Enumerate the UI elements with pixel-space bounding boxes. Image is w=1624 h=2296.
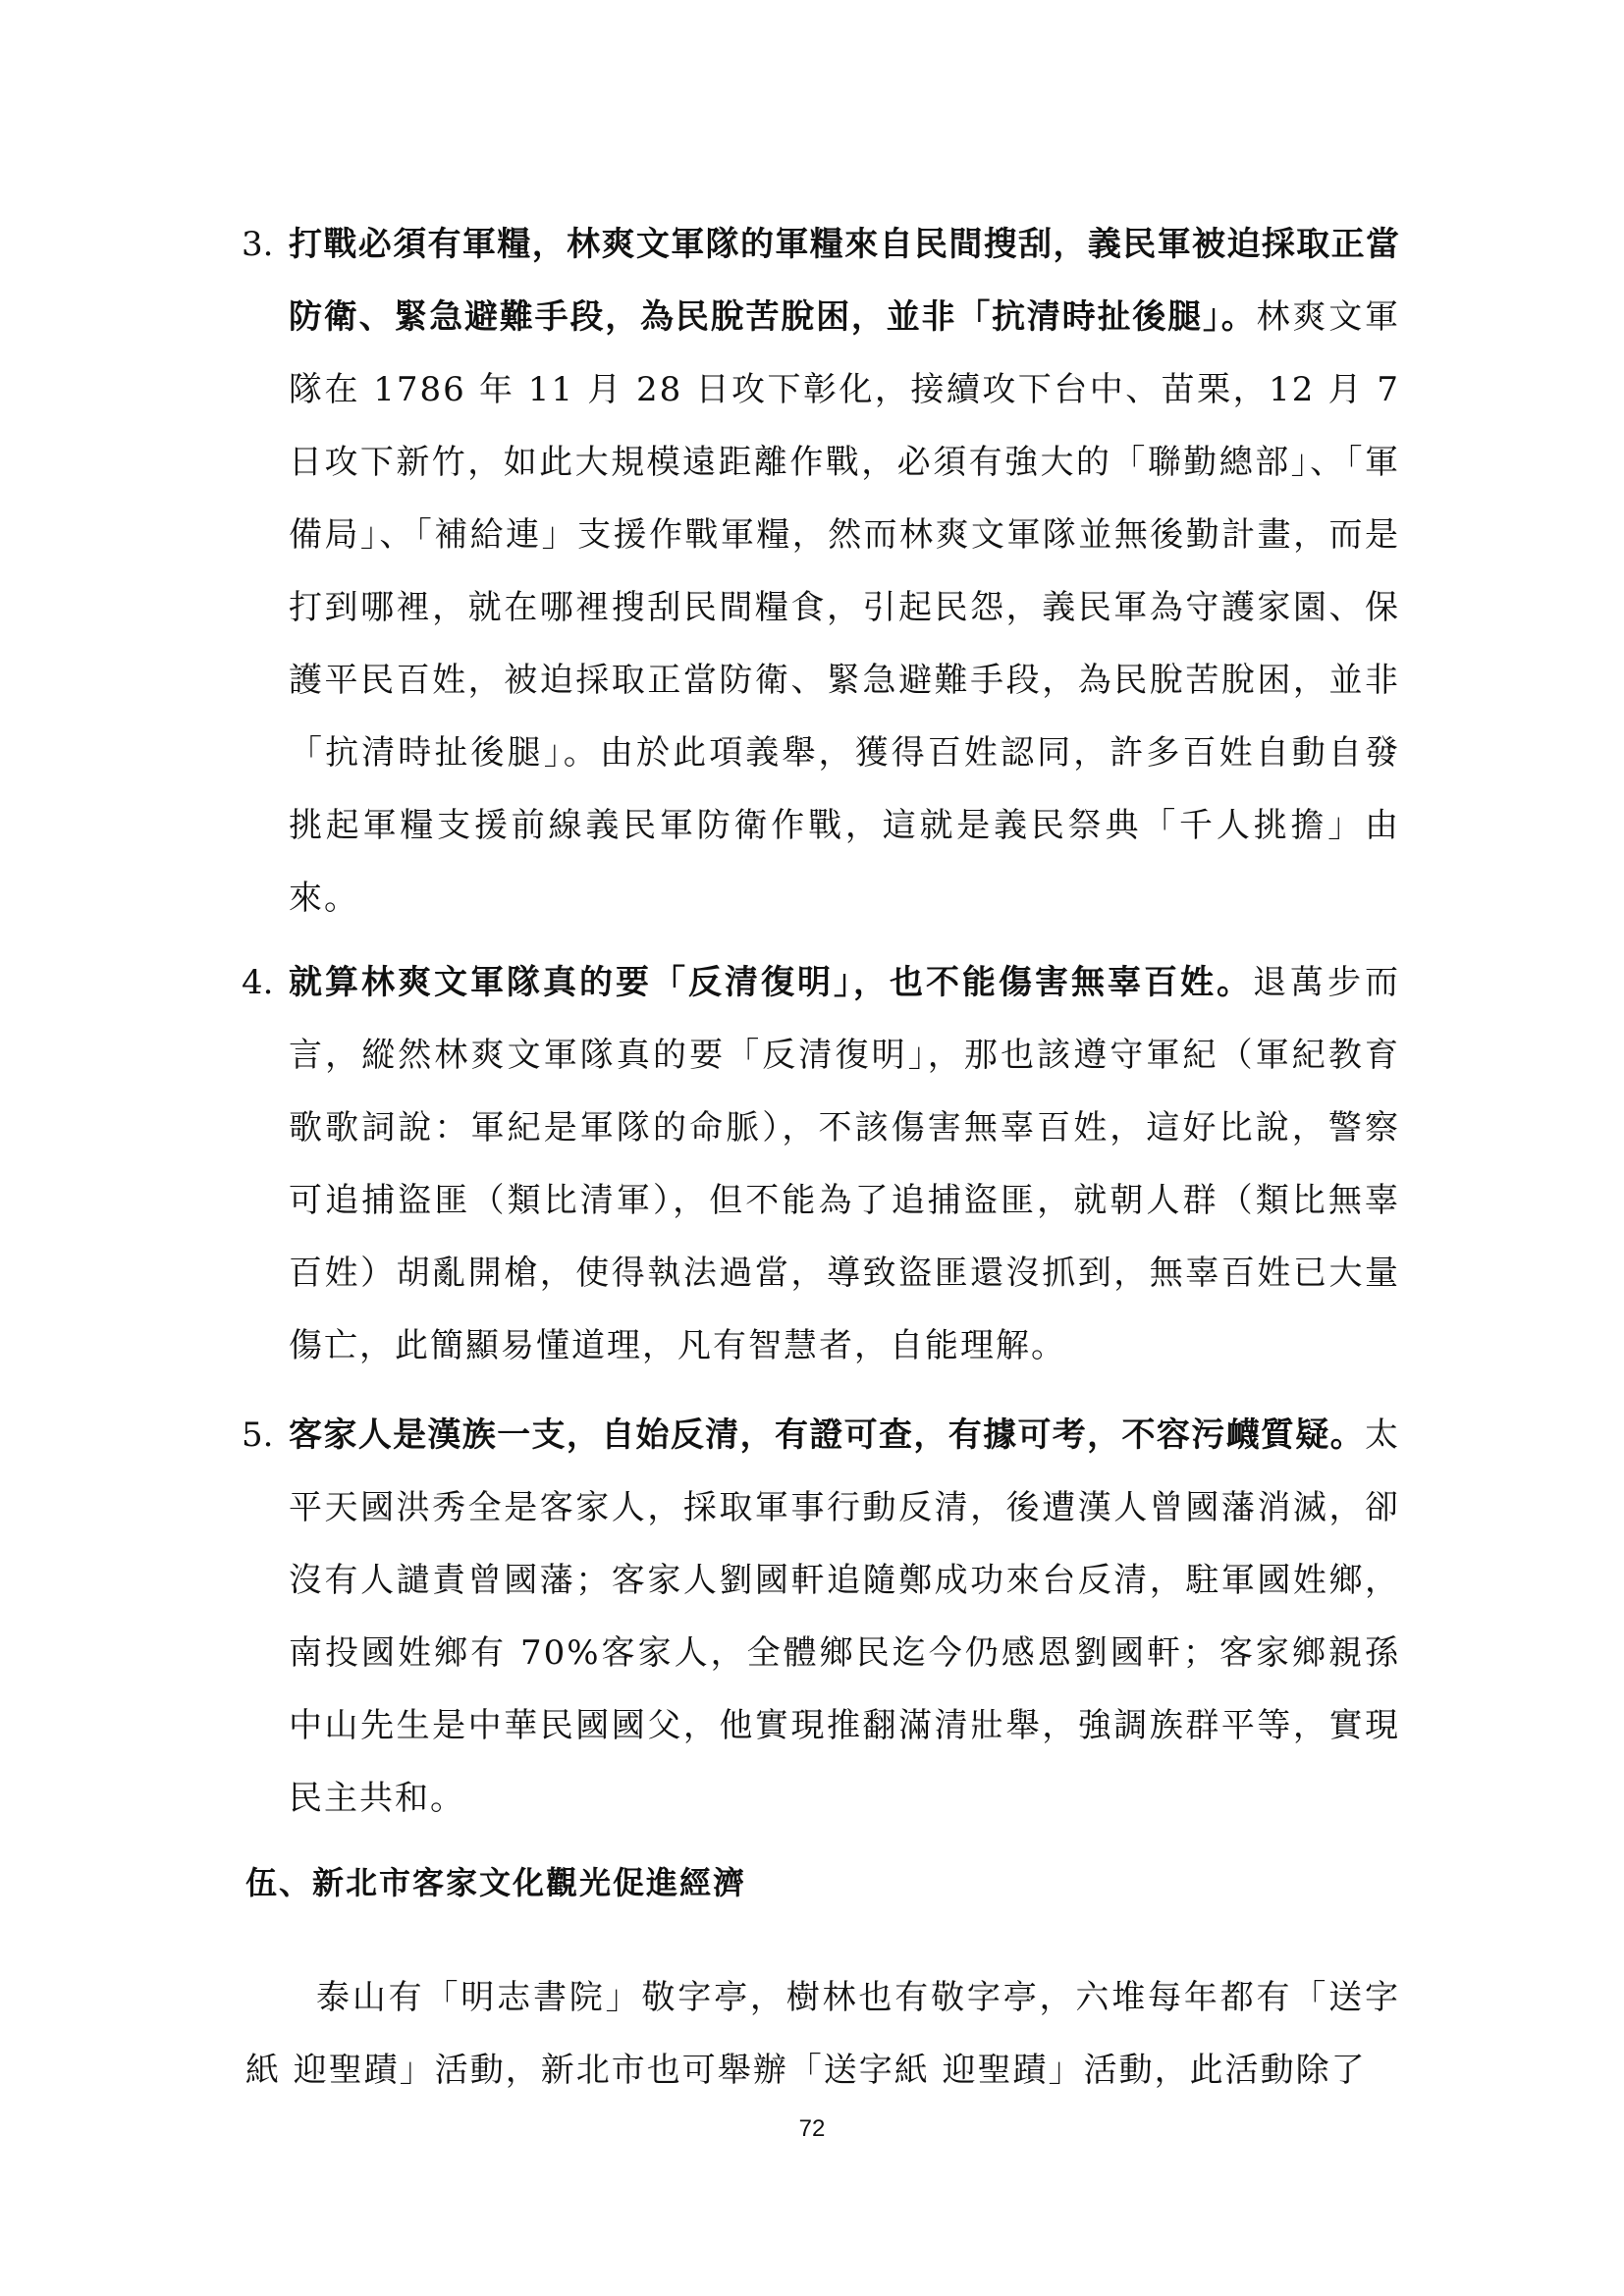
- list-item-4: [242, 946, 1400, 1382]
- item-lead: 客家人是漢族一支，自始反清，有證可查，有據可考，不容污衊質疑。: [289, 1415, 1365, 1455]
- item-body: [289, 208, 1400, 934]
- item-number: 3.: [242, 225, 274, 264]
- item-text: 退萬步而言，縱然林爽文軍隊真的要「反清復明」，那也該遵守軍紀（軍紀教育歌歌詞說：軍紀是軍隊的命脈），不該傷害無辜百姓，這好比說，警察可追捕盜匪（類比清軍），但不能為了追捕盜匪，就朝人群（類比無辜百姓）胡亂開槍，使得執法過當，導致盜匪還沒抓到，無辜百姓已大量傷亡，此簡顯易懂道理，凡有智慧者，自能理解。: [289, 963, 1400, 1365]
- page-number: 72: [798, 2115, 826, 2142]
- list-item-5: [242, 1399, 1400, 1835]
- item-number: 4.: [242, 963, 274, 1002]
- item-body: [289, 1399, 1400, 1835]
- section-heading: 伍、新北市客家文化觀光促進經濟: [245, 1864, 747, 1901]
- item-text: 太平天國洪秀全是客家人，採取軍事行動反清，後遭漢人曾國藩消滅，卻沒有人譴責曾國藩；客家人劉國軒追隨鄭成功來台反清，駐軍國姓鄉，南投國姓鄉有 70%客家人，全體鄉民迄今仍感恩劉國軒；客家鄉親孫中山先生是中華民國國父，他實現推翻滿清壯舉，強調族群平等，實現民主共和。: [289, 1415, 1400, 1818]
- item-number: 5.: [242, 1415, 274, 1455]
- list-item-3: [242, 208, 1400, 934]
- body-paragraph: 泰山有「明志書院」敬字亭，樹林也有敬字亭，六堆每年都有「送字紙 迎聖蹟」活動，新北市也可舉辦「送字紙 迎聖蹟」活動，此活動除了: [245, 1978, 1400, 2090]
- item-lead: 就算林爽文軍隊真的要「反清復明」，也不能傷害無辜百姓。: [289, 963, 1253, 1002]
- item-text: 林爽文軍隊在 1786 年 11 月 28 日攻下彰化，接續攻下台中、苗栗，12 月 7 日攻下新竹，如此大規模遠距離作戰，必須有強大的「聯勤總部」、「軍備局」、「補給連」支援作戰軍糧，然而林爽文軍隊並無後勤計畫，而是打到哪裡，就在哪裡搜刮民間糧食，引起民怨，義民軍為守護家園、保護平民百姓，被迫採取正當防衛、緊急避難手段，為民脫苦脫困，並非「抗清時扯後腿」。由於此項義舉，獲得百姓認同，許多百姓自動自發挑起軍糧支援前線義民軍防衛作戰，這就是義民祭典「千人挑擔」由來。: [289, 297, 1401, 918]
- item-body: [289, 946, 1400, 1382]
- item-lead: 打戰必須有軍糧，林爽文軍隊的軍糧來自民間搜刮，義民軍被迫採取正當防衛、緊急避難手段，為民脫苦脫困，並非「抗清時扯後腿」。: [289, 225, 1400, 337]
